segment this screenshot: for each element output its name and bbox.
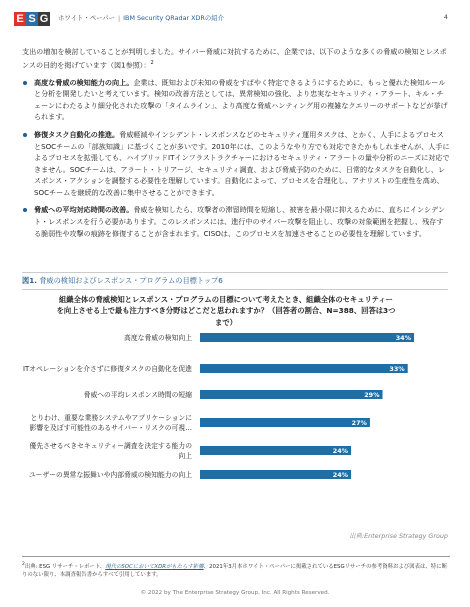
bar-value-label: 33%: [389, 365, 405, 373]
list-item-text: 脅威を検知したら、攻撃者の滞留時間を短縮し、被害を最小限に抑えるために、直ちにインシデント・レスポンスを行う必要があります。このレスポンスには、進行中のサイバー攻撃を阻止し、攻撃の対象範囲を把握し、残存する脆弱性や攻撃の痕跡を修復することが含まれます。CISOは、このプロセスを加速させることの必要性を理解しています。: [34, 205, 446, 238]
category-label: ユーザーの異常な振舞いや内部脅威の検知能力の向上: [28, 471, 192, 479]
logo-letter-g: G: [39, 13, 49, 25]
category-label: ITオペレーションを介さずに修復タスクの自動化を促進: [22, 365, 192, 373]
doc-title: IBM Security QRadar XDRの紹介: [123, 14, 225, 22]
report-link[interactable]: 現代のSOCにおいてXDRがもたらす影響: [105, 563, 204, 570]
category-label: 高度な脅威の検知向上: [124, 334, 192, 342]
footnote-marker: 2: [22, 562, 25, 567]
page-number: 4: [443, 13, 448, 21]
list-item-title: 高度な脅威の検知能力の向上。: [34, 77, 134, 87]
category-label: 向上: [178, 452, 192, 460]
chart-title: 組織全体の脅威検知とレスポンス・プログラムの目標について考えたとき、組織全体のセキュリティーを向上させる上で最も注力すべき分野はどこだと思われますか？（回答者の割合、N=388、回答は3つまで）: [56, 295, 396, 327]
header-separator: |: [118, 14, 121, 22]
bar-value-label: 29%: [364, 391, 380, 399]
intro-paragraph: 支出の増加を検討していることが判明しました。サイバー脅威に対抗するために、企業では、以下のような多くの脅威の検知とレスポンスの目的を掲げています（図1参照）：$^2$: [22, 47, 447, 69]
footnote-prefix: 出典: ESG リサーチ・レポート、: [24, 563, 106, 570]
doc-type: ホワイト・ペーパー: [58, 14, 116, 22]
bar: [200, 390, 383, 399]
category-label: 影響を及ぼす可能性のあるサイバー・リスクの可視…: [29, 424, 192, 432]
category-label: とりわけ、重要な業務システムやアプリケーションに: [30, 414, 192, 422]
footnote-suffix: 、2021年3月本ホワイト・ペーパーに掲載されているESGリサーチの参考資料および図表は、特に断りのない限り、本調査報告書からすべて引用しています。: [22, 563, 447, 579]
bar: [200, 333, 414, 342]
category-label: 優先させるべきセキュリティー調査を決定する能力の: [29, 442, 192, 450]
bar: [200, 364, 408, 373]
logo-letter-e: E: [14, 12, 26, 26]
bar-value-label: 34%: [395, 334, 411, 342]
bar: [200, 470, 351, 479]
footnote: [22, 556, 450, 580]
list-item-text: 企業は、既知および未知の脅威をすばやく特定できるようにするために、もっと優れた検知ルールと分析を開発したいと考えています。検知の改善方法としては、異常検知の強化、より忠実なセキュリティ・アラート、キル・チェーンにわたるより細分化された攻撃の「タイムライン」、より高度な脅威ハンティング用の複雑なクエリーのサポートなどが挙げられます。: [34, 77, 448, 122]
figure-caption: 脅威の検知およびレスポンス・プログラムの目標トップ6: [39, 276, 223, 285]
figure-label: 図1.: [22, 276, 37, 285]
logo-letter-s: S: [26, 12, 38, 26]
list-item-text: 脅威軽減やインシデント・レスポンスなどのセキュリティ運用タスクは、とかく、人手によるプロセスとSOCチームの「部族知識」に基づくことが多いです。2010年には、このようなやり方でも対応できたかもしれませんが、人手によるプロセスを拡張しても、ハイブリッドITインフラストラクチャーにおけるセキュリティ・アラートの量や分析のニーズに対応できません。SOCチームは、アラート・トリアージ、セキュリティ調査、および脅威予防のために、日常的なタスクを自動化し、レスポンス・アクションを調整する必要性を理解しています。自動化によって、プロセスを合理化し、アナリストの生産性を高め、SOCチームを継続的な改善に集中させることができます。: [34, 129, 450, 197]
list-item-title: 脅威への平均対応時間の改善。: [34, 205, 134, 215]
bar-value-label: 24%: [332, 471, 349, 479]
bar-value-label: 27%: [351, 419, 367, 427]
category-label: 脅威への平均レスポンス時間の短縮: [83, 391, 192, 399]
footnote-ref[interactable]: 2: [150, 59, 154, 66]
source-credit: 出典:Enterprise Strategy Group: [349, 532, 448, 540]
bar: [200, 418, 370, 427]
bar-value-label: 24%: [332, 447, 349, 455]
bar: [200, 446, 351, 455]
list-item-title: 修復タスク自動化の推進。: [34, 129, 120, 139]
copyright: © 2022 by The Enterprise Strategy Group, Inc. All Rights Reserved.: [140, 590, 330, 596]
